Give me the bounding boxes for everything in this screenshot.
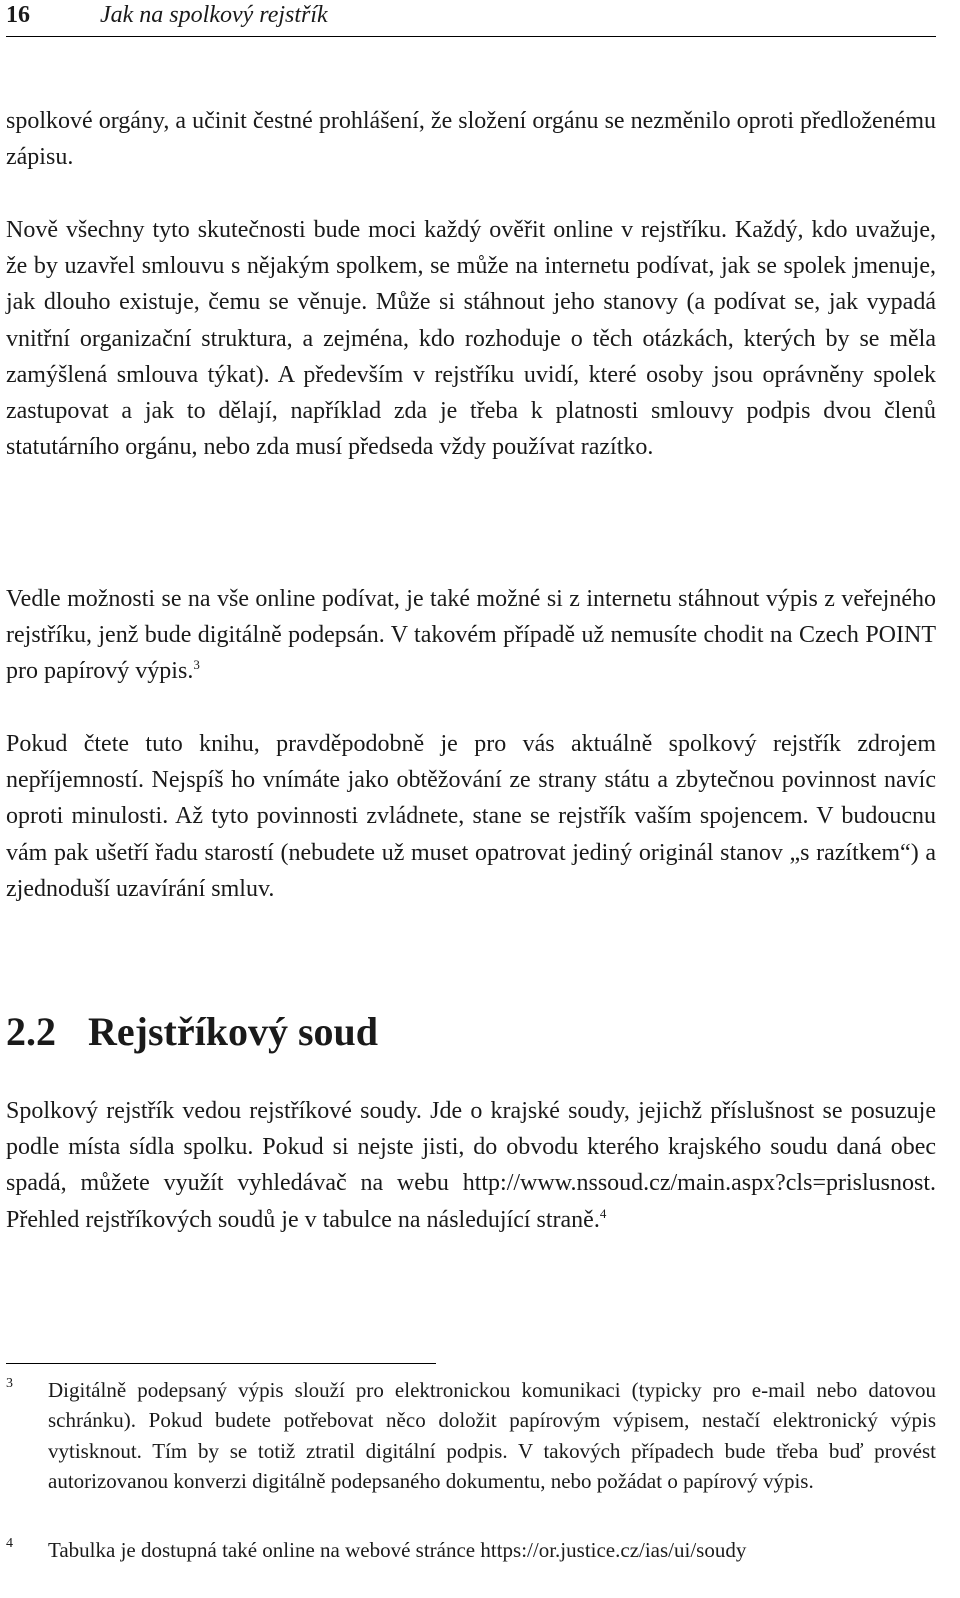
footnote-marker: 3 xyxy=(6,1376,13,1391)
section-title: Rejstříkový soud xyxy=(88,1009,379,1054)
page-number: 16 xyxy=(6,2,30,28)
running-title: Jak na spolkový rejstřík xyxy=(100,2,328,28)
footnote-4 xyxy=(6,1535,936,1565)
footnote-separator xyxy=(6,1363,436,1364)
footnote-text: Tabulka je dostupná také online na webové stránce https://or.justice.cz/ias/ui/soudy xyxy=(48,1538,747,1562)
paragraph-continuation: spolkové orgány, a učinit čestné prohlášení, že složení orgánu se nezměnilo oproti předloženému zápisu. xyxy=(6,108,936,171)
paragraph-register-benefits: Pokud čtete tuto knihu, pravděpodobně je pro vás aktuálně spolkový rejstřík zdrojem nepříjemností. Nejspíš ho vnímáte jako obtěžování ze strany státu a zbytečnou povinnost navíc oproti minulosti. Až tyto povinnosti zvládnete, stane se rejstřík vaším spojencem. V budoucnu vám pak ušetří řadu starostí (nebudete už muset opatrovat jediný originál stanov „s razítkem“) a zjednoduší uzavírání smluv. xyxy=(6,731,936,902)
page-header xyxy=(6,0,936,37)
paragraph-registry-courts: Spolkový rejstřík vedou rejstříkové soudy. Jde o krajské soudy, jejichž příslušnost se posuzuje podle místa sídla spolku. Pokud si nejste jisti, do obvodu kterého krajského soudu daná obec spadá, můžete využít vyhledávač na webu http://www.nssoud.cz/main.aspx?cls=prislusnost. Přehled rejstříkových soudů je v tabulce na následující straně.$^4$ xyxy=(6,1098,936,1233)
footnote-3 xyxy=(6,1375,936,1496)
paragraph-online-verification: Nově všechny tyto skutečnosti bude moci každý ověřit online v rejstříku. Každý, kdo uvažuje, že by uzavřel smlouvu s nějakým spolkem, se může na internetu podívat, jak se spolek jmenuje, jak dlouho existuje, čemu se věnuje. Může si stáhnout jeho stanovy (a podívat se, jak vypadá vnitřní organizační struktura, a zejména, kdo rozhoduje o těch otázkách, kterých by se měla zamýšlená smlouva týkat). A především v rejstříku uvidí, které osoby jsou oprávněny spolek zastupovat a jak to dělají, například zda je třeba k platnosti smlouvy podpis dvou členů statutárního orgánu, nebo zda musí předseda vždy používat razítko. xyxy=(6,217,936,461)
section-number: 2.2 xyxy=(6,1009,56,1054)
paragraph-digital-extract: Vedle možnosti se na vše online podívat, je také možné si z internetu stáhnout výpis z veřejného rejstříku, jenž bude digitálně podepsán. V takovém případě už nemusíte chodit na Czech POINT pro papírový výpis.$^3$ xyxy=(6,586,936,685)
section-heading xyxy=(6,1008,378,1055)
footnote-ref-3[interactable]: 3 xyxy=(193,657,200,673)
footnote-text: Digitálně podepsaný výpis slouží pro elektronickou komunikaci (typicky pro e-mail nebo datovou schránku). Pokud budete potřebovat něco doložit papírovým výpisem, nestačí elektronický výpis vytisknout. Tím by se totiž ztratil digitální podpis. V takových případech bude třeba buď provést autorizovanou konverzi digitálně podepsaného dokumentu, nebo požádat o papírový výpis. xyxy=(48,1378,936,1493)
footnote-ref-4[interactable]: 4 xyxy=(599,1205,607,1221)
footnote-marker: 4 xyxy=(6,1536,13,1551)
